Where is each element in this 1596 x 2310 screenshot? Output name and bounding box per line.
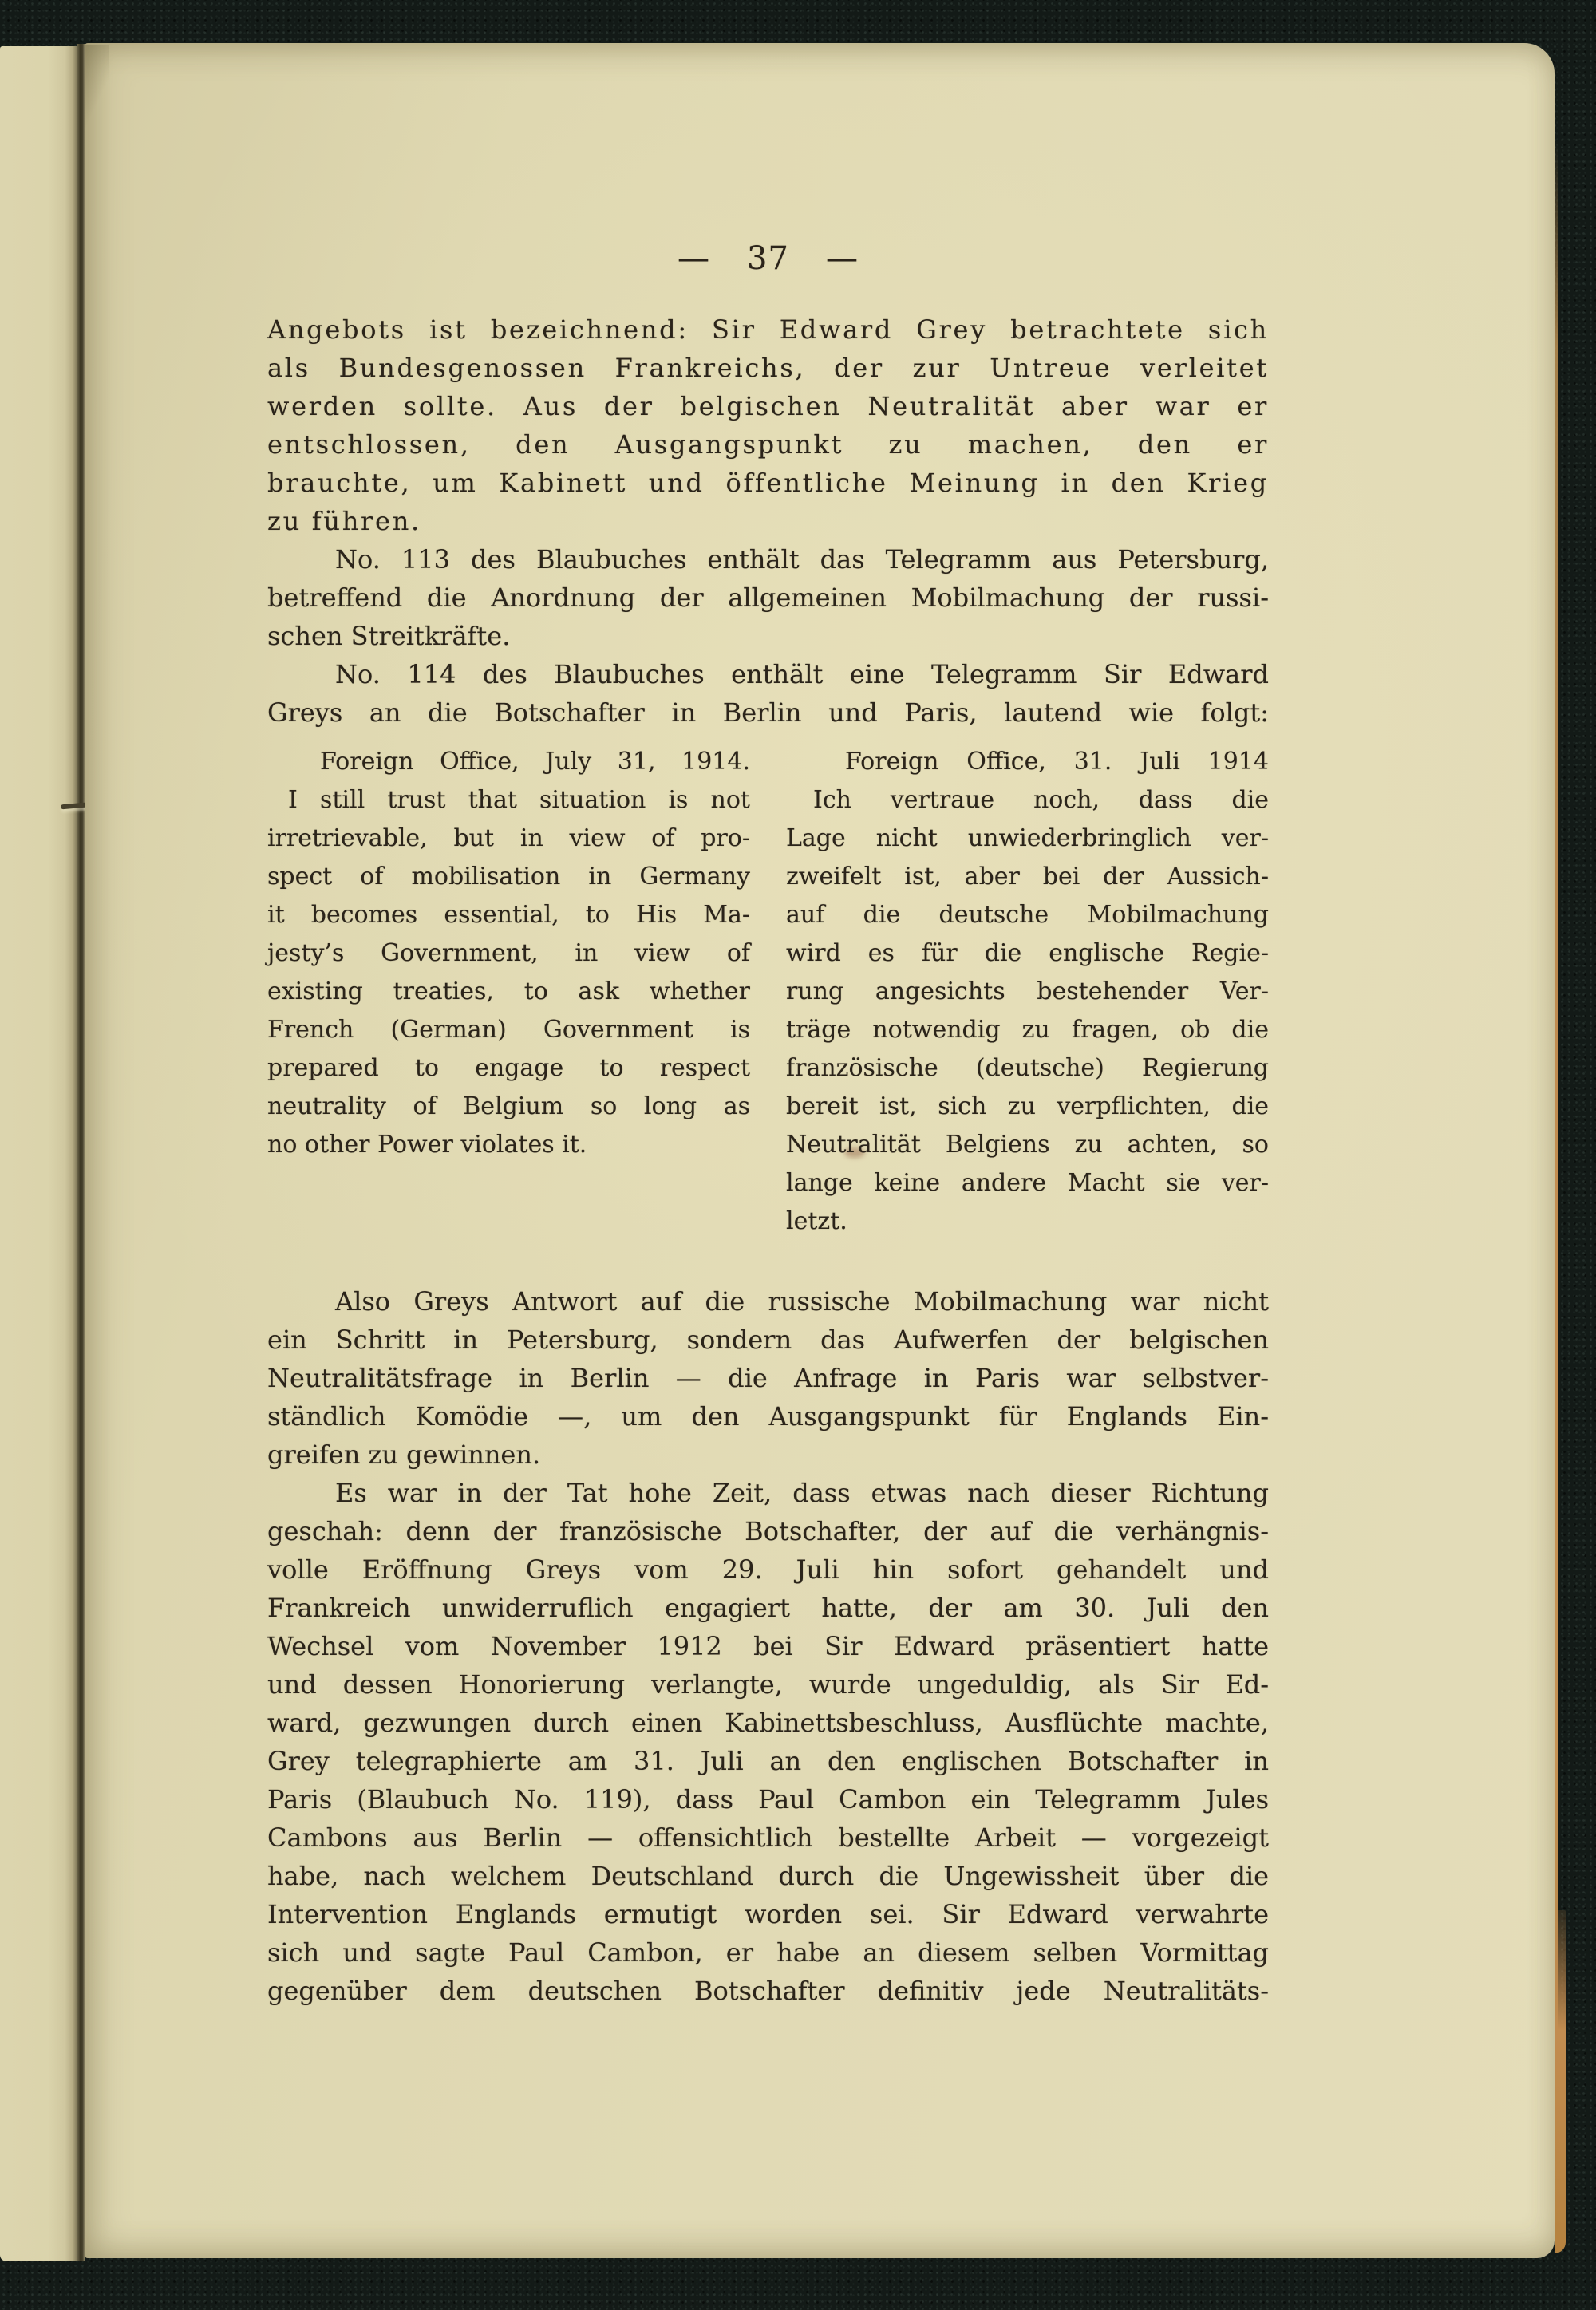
page-fore-edge <box>1555 139 1558 2213</box>
text-line: als Bundesgenossen Frankreichs, der zur Untreue verleitet <box>267 353 1269 383</box>
text-line: rung angesichts bestehender Ver- <box>786 977 1269 1005</box>
binding-gutter <box>77 44 85 2261</box>
text-line: entschlossen, den Ausgangspunkt zu machen, den er <box>267 429 1269 460</box>
text-line: Grey telegraphierte am 31. Juli an den englischen Botschafter in <box>267 1746 1269 1776</box>
telegram-columns <box>267 743 1269 1241</box>
telegram-english-column <box>267 743 750 1241</box>
text-line: I still trust that situation is not <box>288 786 750 814</box>
text-line: bereit ist, sich zu verpflichten, die <box>786 1092 1269 1120</box>
text-line: it becomes essential, to His Ma- <box>267 901 750 929</box>
text-line: gegenüber dem deutschen Botschafter definitiv jede Neutralitäts- <box>267 1976 1269 2006</box>
text-line: Frankreich unwiderruflich engagiert hatte, der am 30. Juli den <box>267 1593 1269 1623</box>
text-line: Greys an die Botschafter in Berlin und Paris, lautend wie folgt: <box>267 697 1269 728</box>
text-line: zu führen. <box>267 506 421 536</box>
text-line: Also Greys Antwort auf die russische Mobilmachung war nicht <box>335 1286 1269 1317</box>
text-line: prepared to engage to respect <box>267 1054 750 1082</box>
text-line: volle Eröffnung Greys vom 29. Juli hin sofort gehandelt und <box>267 1554 1269 1585</box>
text-line: wird es für die englische Regie- <box>786 939 1269 967</box>
telegram-german-column <box>786 743 1269 1241</box>
text-line: träge notwendig zu fragen, ob die <box>786 1016 1269 1044</box>
text-line: greifen zu gewinnen. <box>267 1439 541 1470</box>
paragraph-4 <box>267 1282 1269 1474</box>
text-line: ward, gezwungen durch einen Kabinettsbeschluss, Ausflüchte machte, <box>267 1708 1269 1738</box>
paragraph-1 <box>267 310 1269 540</box>
text-line: Intervention Englands ermutigt worden sei. Sir Edward verwahrte <box>267 1899 1269 1929</box>
text-line: irretrievable, but in view of pro- <box>267 824 750 852</box>
paragraph-3 <box>267 655 1269 732</box>
page-crease <box>85 45 109 132</box>
page-number <box>267 239 1269 278</box>
text-line: jesty’s Government, in view of <box>267 939 750 967</box>
text-line: ein Schritt in Petersburg, sondern das Aufwerfen der belgischen <box>267 1325 1269 1355</box>
text-line: Paris (Blaubuch No. 119), dass Paul Cambon ein Telegramm Jules <box>267 1784 1269 1814</box>
text-line: auf die deutsche Mobilmachung <box>786 901 1269 929</box>
text-line: Wechsel vom November 1912 bei Sir Edward präsentiert hatte <box>267 1631 1269 1661</box>
text-line: betreffend die Anordnung der allgemeinen Mobilmachung der russi- <box>267 582 1269 613</box>
text-line: werden sollte. Aus der belgischen Neutralität aber war er <box>267 391 1269 421</box>
text-line: ständlich Komödie —, um den Ausgangspunkt für Englands Ein- <box>267 1401 1269 1431</box>
text-line: Es war in der Tat hohe Zeit, dass etwas nach dieser Richtung <box>335 1478 1269 1508</box>
text-block <box>267 239 1269 2010</box>
paragraph-5 <box>267 1474 1269 2010</box>
text-line: schen Streitkräfte. <box>267 621 511 651</box>
text-line: no other Power violates it. <box>267 1131 587 1159</box>
text-line: lange keine andere Macht sie ver- <box>786 1169 1269 1197</box>
page-fore-edge-bottom <box>1555 1910 1566 2253</box>
page-number-value: 37 <box>747 240 789 277</box>
text-line: Neutralitätsfrage in Berlin — die Anfrage in Paris war selbstver- <box>267 1363 1269 1393</box>
text-line: No. 113 des Blaubuches enthält das Telegramm aus Petersburg, <box>335 544 1269 575</box>
text-line: habe, nach welchem Deutschland durch die Ungewissheit über die <box>267 1861 1269 1891</box>
text-line: französische (deutsche) Regierung <box>786 1054 1269 1082</box>
text-line: neutrality of Belgium so long as <box>267 1092 750 1120</box>
text-line: brauchte, um Kabinett und öffentliche Meinung in den Krieg <box>267 468 1269 498</box>
text-line: existing treaties, to ask whether <box>267 977 750 1005</box>
text-line: Ich vertraue noch, dass die <box>813 786 1269 814</box>
paragraph-2 <box>267 540 1269 655</box>
text-line: No. 114 des Blaubuches enthält eine Telegramm Sir Edward <box>335 659 1269 689</box>
text-line: French (German) Government is <box>267 1016 750 1044</box>
text-line: zweifelt ist, aber bei der Aussich- <box>786 863 1269 890</box>
text-line: Lage nicht unwiederbringlich ver- <box>786 824 1269 852</box>
page-number-dash-right: — <box>825 240 859 277</box>
facing-page-edge <box>0 46 77 2261</box>
telegram-dateline-english: Foreign Office, July 31, 1914. <box>320 748 750 776</box>
text-line: Cambons aus Berlin — offensichtlich bestellte Arbeit — vorgezeigt <box>267 1822 1269 1853</box>
text-line: letzt. <box>786 1207 847 1235</box>
telegram-dateline-german: Foreign Office, 31. Juli 1914 <box>845 748 1269 776</box>
text-line: geschah: denn der französische Botschafter, der auf die verhängnis- <box>267 1516 1269 1546</box>
page-number-dash-left: — <box>678 240 711 277</box>
text-line: sich und sagte Paul Cambon, er habe an diesem selben Vormittag <box>267 1937 1269 1968</box>
book-page <box>85 43 1555 2258</box>
text-line: spect of mobilisation in Germany <box>267 863 750 890</box>
text-line: Neutralität Belgiens zu achten, so <box>786 1131 1269 1159</box>
text-line: und dessen Honorierung verlangte, wurde ungeduldig, als Sir Ed- <box>267 1669 1269 1700</box>
text-line: Angebots ist bezeichnend: Sir Edward Grey betrachtete sich <box>267 314 1269 345</box>
